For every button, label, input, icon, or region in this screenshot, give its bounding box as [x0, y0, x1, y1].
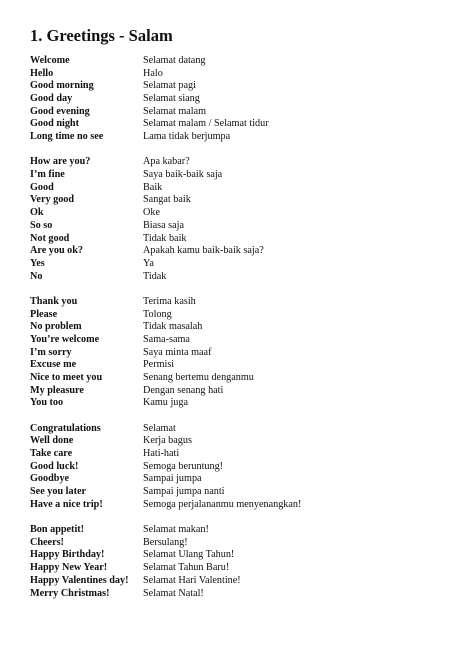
- phrase-row: [30, 106, 450, 119]
- indonesian-phrase: Sampai jumpa: [143, 473, 202, 485]
- english-phrase: Bon appetit!: [30, 524, 85, 536]
- phrase-row: [30, 68, 450, 81]
- indonesian-phrase: Selamat Tahun Baru!: [143, 562, 230, 574]
- indonesian-phrase: Lama tidak berjumpa: [143, 131, 231, 143]
- phrase-row: [30, 271, 450, 284]
- english-phrase: Happy Birthday!: [30, 549, 105, 561]
- indonesian-phrase: Saya minta maaf: [143, 346, 212, 358]
- indonesian-phrase: Semoga beruntung!: [143, 460, 224, 472]
- english-phrase: Excuse me: [30, 359, 77, 371]
- indonesian-phrase: Selamat makan!: [143, 524, 209, 536]
- english-phrase: Hello: [30, 67, 54, 79]
- english-phrase: Yes: [30, 257, 45, 269]
- indonesian-phrase: Biasa saja: [143, 219, 185, 231]
- indonesian-phrase: Oke: [143, 207, 160, 219]
- english-phrase: Very good: [30, 194, 75, 206]
- english-phrase: No problem: [30, 321, 82, 333]
- phrase-row: [30, 309, 450, 322]
- indonesian-phrase: Dengan senang hati: [143, 384, 224, 396]
- phrase-row: [30, 385, 450, 398]
- english-phrase: You’re welcome: [30, 333, 100, 345]
- english-phrase: Cheers!: [30, 536, 64, 548]
- indonesian-phrase: Ya: [143, 257, 154, 269]
- english-phrase: How are you?: [30, 156, 91, 168]
- english-phrase: I’m fine: [30, 169, 65, 181]
- phrase-row: [30, 486, 450, 499]
- indonesian-phrase: Tolong: [143, 308, 172, 320]
- english-phrase: Long time no see: [30, 131, 104, 143]
- indonesian-phrase: Apa kabar?: [143, 156, 190, 168]
- phrase-row: [30, 461, 450, 474]
- english-phrase: Not good: [30, 232, 70, 244]
- phrase-row: [30, 435, 450, 448]
- indonesian-phrase: Kerja bagus: [143, 435, 192, 447]
- indonesian-phrase: Bersulang!: [143, 536, 188, 548]
- indonesian-phrase: Saya baik-baik saja: [143, 169, 223, 181]
- phrase-row: [30, 524, 450, 537]
- english-phrase: My pleasure: [30, 384, 84, 396]
- english-phrase: Good night: [30, 118, 79, 130]
- indonesian-phrase: Terima kasih: [143, 295, 196, 307]
- phrase-groups: [30, 55, 450, 600]
- english-phrase: Good luck!: [30, 460, 79, 472]
- phrase-row: [30, 80, 450, 93]
- indonesian-phrase: Halo: [143, 67, 163, 79]
- phrase-row: [30, 245, 450, 258]
- english-phrase: Good day: [30, 93, 73, 105]
- english-phrase: Welcome: [30, 55, 70, 66]
- phrase-row: [30, 131, 450, 144]
- english-phrase: See you later: [30, 486, 87, 498]
- phrase-row: [30, 118, 450, 131]
- phrase-row: [30, 359, 450, 372]
- phrase-group: [30, 423, 450, 512]
- indonesian-phrase: Kamu juga: [143, 397, 188, 409]
- english-phrase: Goodbye: [30, 473, 70, 485]
- indonesian-phrase: Semoga perjalananmu menyenangkan!: [143, 498, 302, 510]
- indonesian-phrase: Tidak: [143, 270, 167, 282]
- indonesian-phrase: Selamat pagi: [143, 80, 196, 92]
- indonesian-phrase: Sangat baik: [143, 194, 191, 206]
- indonesian-phrase: Tidak masalah: [143, 321, 203, 333]
- indonesian-phrase: Selamat Hari Valentine!: [143, 574, 241, 586]
- english-phrase: Good evening: [30, 105, 90, 117]
- english-phrase: So so: [30, 219, 53, 231]
- phrase-group: [30, 55, 450, 144]
- phrase-row: [30, 588, 450, 601]
- indonesian-phrase: Tidak baik: [143, 232, 187, 244]
- phrase-row: [30, 207, 450, 220]
- phrase-row: [30, 156, 450, 169]
- phrase-row: [30, 194, 450, 207]
- phrase-row: [30, 347, 450, 360]
- indonesian-phrase: Senang bertemu denganmu: [143, 372, 254, 383]
- phrase-group: [30, 524, 450, 600]
- english-phrase: Merry Christmas!: [30, 587, 110, 599]
- english-phrase: Good morning: [30, 80, 94, 92]
- phrase-row: [30, 397, 450, 410]
- indonesian-phrase: Selamat Natal!: [143, 587, 204, 599]
- indonesian-phrase: Selamat datang: [143, 55, 206, 66]
- phrase-row: [30, 182, 450, 195]
- phrase-row: [30, 296, 450, 309]
- phrase-row: [30, 499, 450, 512]
- english-phrase: Have a nice trip!: [30, 498, 103, 510]
- phrase-row: [30, 448, 450, 461]
- english-phrase: Are you ok?: [30, 245, 84, 257]
- phrase-row: [30, 55, 450, 68]
- phrase-row: [30, 537, 450, 550]
- indonesian-phrase: Selamat malam / Selamat tidur: [143, 118, 269, 130]
- phrase-row: [30, 549, 450, 562]
- phrase-row: [30, 334, 450, 347]
- english-phrase: No: [30, 270, 43, 282]
- phrase-group: [30, 296, 450, 410]
- english-phrase: Good: [30, 181, 54, 193]
- phrase-row: [30, 258, 450, 271]
- phrase-row: [30, 169, 450, 182]
- indonesian-phrase: Selamat siang: [143, 93, 200, 105]
- english-phrase: Nice to meet you: [30, 372, 103, 383]
- indonesian-phrase: Hati-hati: [143, 448, 180, 460]
- indonesian-phrase: Sama-sama: [143, 333, 190, 345]
- english-phrase: Thank you: [30, 295, 78, 307]
- english-phrase: Well done: [30, 435, 74, 447]
- phrase-row: [30, 93, 450, 106]
- phrase-row: [30, 220, 450, 233]
- indonesian-phrase: Sampai jumpa nanti: [143, 486, 225, 498]
- indonesian-phrase: Selamat malam: [143, 105, 207, 117]
- english-phrase: I’m sorry: [30, 346, 72, 358]
- phrase-row: [30, 473, 450, 486]
- phrase-row: [30, 423, 450, 436]
- phrase-row: [30, 321, 450, 334]
- document-page: [30, 26, 450, 613]
- phrase-group: [30, 156, 450, 283]
- indonesian-phrase: Baik: [143, 181, 163, 193]
- indonesian-phrase: Selamat Ulang Tahun!: [143, 549, 235, 561]
- english-phrase: Happy Valentines day!: [30, 574, 129, 586]
- phrase-row: [30, 562, 450, 575]
- phrase-row: [30, 372, 450, 385]
- indonesian-phrase: Permisi: [143, 359, 175, 371]
- indonesian-phrase: Apakah kamu baik-baik saja?: [143, 245, 264, 257]
- phrase-row: [30, 575, 450, 588]
- english-phrase: Take care: [30, 448, 73, 460]
- phrase-row: [30, 233, 450, 246]
- english-phrase: Congratulations: [30, 422, 101, 434]
- english-phrase: You too: [30, 397, 64, 409]
- english-phrase: Ok: [30, 207, 44, 219]
- english-phrase: Please: [30, 308, 58, 320]
- english-phrase: Happy New Year!: [30, 562, 108, 574]
- page-title: 1. Greetings - Salam: [30, 26, 173, 45]
- indonesian-phrase: Selamat: [143, 422, 176, 434]
